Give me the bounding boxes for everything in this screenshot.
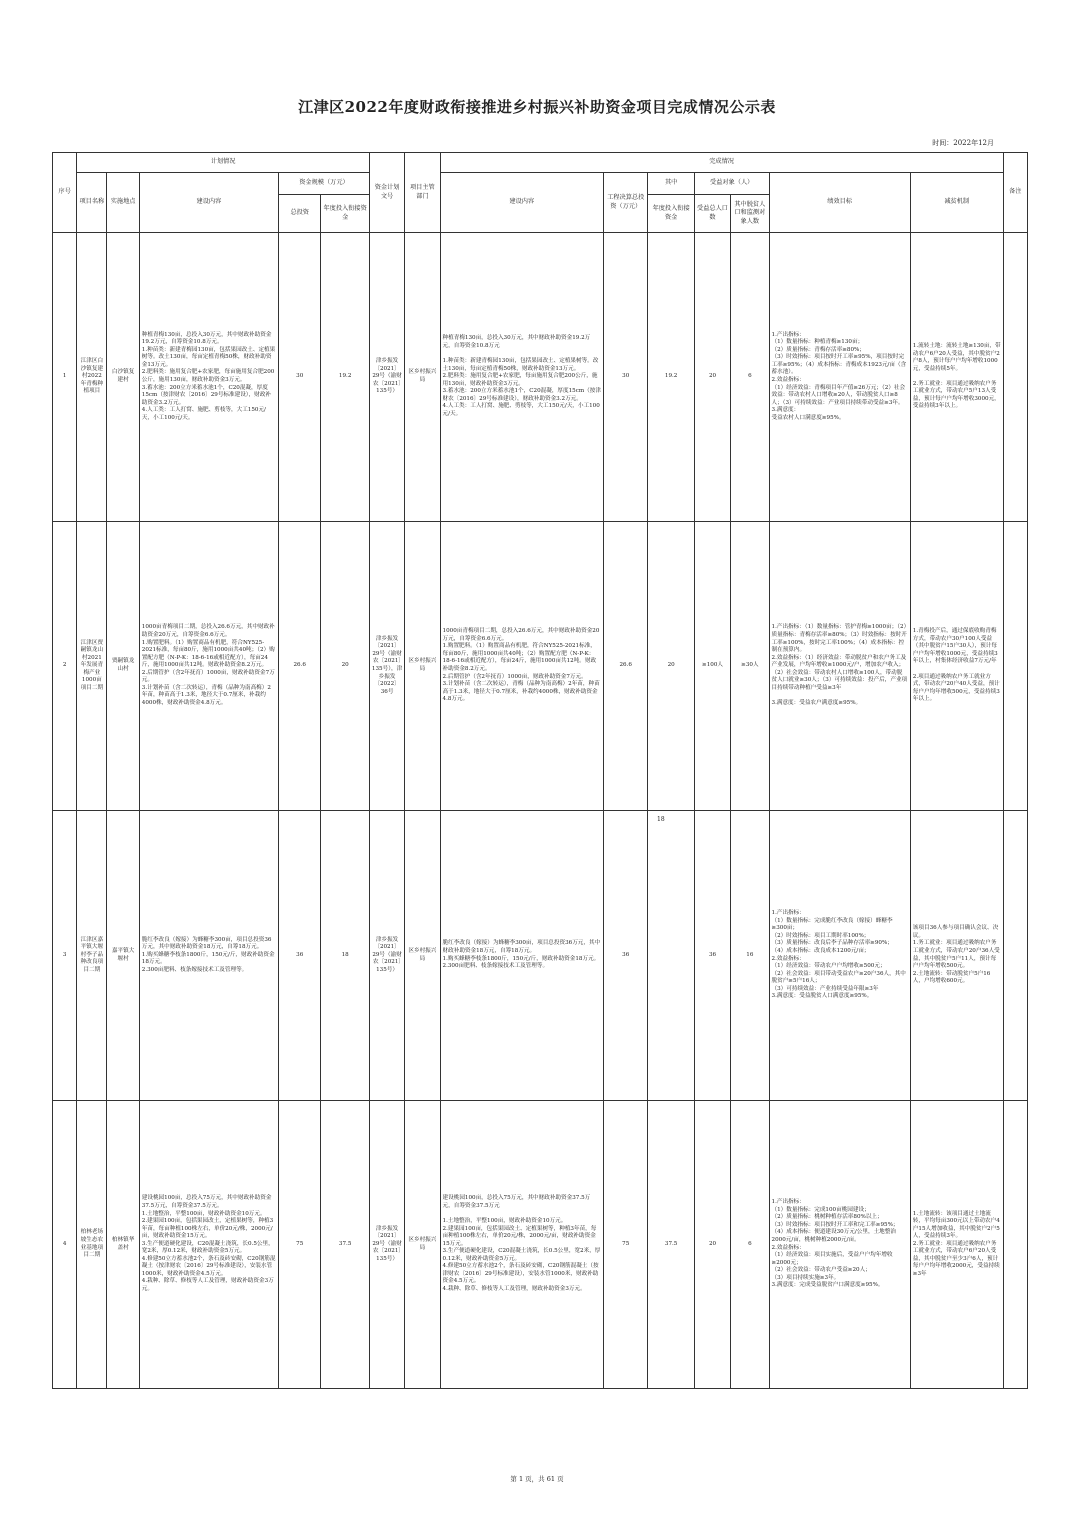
cell-doc: 津乡振发〔2021〕29号（渝财农〔2021〕135号），津乡振发〔2022〕36号 — [369, 522, 404, 811]
cell-mech: 1.青梅投产后，通过保底收购青梅方式，带动农户30户100人受益（其中脱贫户15户30人），预计每户户均年增收1000元，受益持续3年以上，村集体经济收益7万元/年 2.项目通过吸纳农户务工就业方式，带动农户20户40人受益，预计每户户均年增收500元，受益持续3年以上。 — [910, 522, 1003, 811]
col-content: 建设内容 — [139, 173, 278, 233]
cell-mech: 1.土地流转：该项目通过土地流转，平均每亩300元以上带动农户4户15人增加收益，其中脱贫户2户5人，受益持续3年。 2.务工就业：项目通过吸纳农户务工就业方式，带动农户6户20人受益，其中脱贫户至少3户6人，预计每户户均年增收2000元，受益持续≥3年 — [910, 1101, 1003, 1389]
cell-mech: 该项目36人参与项目确认会议、决议。 1.务工就业：项目通过吸纳农户务工就业方式，带动农户20户36人受益，其中脱贫户5户11人，预计每户户均年增收500元。 2.土地流转：带动脱贫户5户16人，户均增收600元。 — [910, 811, 1003, 1101]
table-row — [53, 1101, 1028, 1389]
cell-note — [1003, 811, 1027, 1101]
cell-total: 30 — [279, 233, 321, 522]
cell-perf: 1.产出指标：（1）数量指标：管护青梅≥1000亩；（2）质量指标：青梅存活率≥80%；（3）时效指标：按时开工率≥100%，按时完工率100%；（4）成本指标：控制在预算内。 2.效益指标：（1）经济效益：带动脱贫户和农户务工及产业发展，户均年增收≥1000元/户，增加农户收入；（2）社会效益：带动农村人口增收≥100人，带动脱贫人口就业≥30人；（3）可持续效益：投产后，产业项目持续带动种植户受益≥3年 3.满意度：受益农户满意度≥95%。 — [769, 522, 910, 811]
cell-name: 柏林老场坡生态农业基地项目二期 — [77, 1101, 107, 1389]
cell-benef-total: 20 — [694, 233, 730, 522]
cell-perf: 1.产出指标： （1）数量指标：完成100亩桃园建设； （2）质量指标：桃树种植存活率80%以上； （3）时效指标：项目按时开工率和完工率≥95%； （4）成本指标：便道建设30万元/公里，土地整治2000元/亩，桃树种植2000元/亩。 2.效益指标： （1）经济效益：项目实施后，受益户户均年增收≥2000元； （2）社会效益：带动农户受益≥20人； （3）项目持续实施≥3年。 3.满意度：完成受益脱贫户口满意度≥95%。 — [769, 1101, 910, 1389]
cell-seq: 2 — [53, 522, 77, 811]
col-among: 其中 — [648, 173, 694, 195]
stray-number: 18 — [657, 816, 665, 823]
cell-annual: 37.5 — [321, 1101, 370, 1389]
cell-note — [1003, 1101, 1027, 1389]
cell-done-content: 1000亩青梅项目二期，总投入26.6万元，其中财政补助资金20万元，自筹资金6.6万元。 1.购置肥料。（1）购置商品有机肥，符合NY525-2021标准，每亩80斤，施用1000亩共40吨；（2）购置配方肥（N-P-K：18-6-16或相近配方），每亩24斤，施用1000亩共12吨。财政补助资金8.2万元。 2.后期管护（含2年抚育）1000亩，财政补助资金7万元。 3.计划补苗（含二次转运），青梅（品种为南高梅）2年苗，种苗高于1.3米，地径大于0.7厘米，补栽约4000株，财政补助资金4.8万元。 — [440, 522, 603, 811]
cell-name: 江津区贾嗣镇龙山村2021年发展青梅产业1000亩项目二期 — [77, 522, 107, 811]
cell-place: 柏林镇华盖村 — [107, 1101, 139, 1389]
cell-perf: 1.产出指标： （1）数量指标：完成脆红李改良（嫁接）蜂糖李≥300亩； （2）时效指标：项目工期时率100%； （3）质量指标：改良后李子品种存活率≥90%； （4）成本指标：改良成本1200元/亩； 2.效益指标： （1）经济效益：带动农户户均增收≥500元； （2）社会效益：项目带动受益农户≥20户36人，其中脱贫户≥5户16人； （3）可持续效益：产业持续受益年限≥3年 3.满意度：受益脱贫人口满意度≥95%。 — [769, 811, 910, 1101]
col-scale: 资金规模（万元） — [279, 173, 370, 195]
col-annual2: 年度投入衔接资金 — [648, 195, 694, 233]
cell-annual: 19.2 — [321, 233, 370, 522]
page-title: 江津区2022年度财政衔接推进乡村振兴补助资金项目完成情况公示表 — [298, 98, 776, 116]
col-benef: 受益对象（人） — [694, 173, 769, 195]
cell-benef-total: 20 — [694, 1101, 730, 1389]
col-note: 备注 — [1003, 153, 1027, 233]
cell-annual2 — [648, 811, 694, 1101]
cell-seq: 1 — [53, 233, 77, 522]
col-benef-total: 受益总人口数 — [694, 195, 730, 233]
cell-dept: 区乡村振兴局 — [405, 522, 440, 811]
col-seq: 序号 — [53, 153, 77, 233]
cell-benef-poor: 6 — [731, 233, 769, 522]
cell-done-content: 建设桃园100亩，总投入75万元，其中财政补助资金37.5万元，自筹资金37.5万元 1.土地整治，平整100亩，财政补助资金10万元。 2.建果园100亩，包括果园改土、定植果树等，种植3年苗，每亩种植100株左右，单价20元/株，2000元/亩，财政补助资金15万元。 3.生产便道硬化建设，C20混凝土浇筑，长0.5公里，宽2米，厚0.12米，财政补助资金5万元。 4.修建50立方蓄水池2个，条石及砖安砌，C20钢筋混凝土（按津财农〔2016〕29号标准建设），安装水管1000米，财政补助资金4.5万元。 4.栽种、除草、修枝等人工及管理，财政补助资金3万元。 — [440, 1101, 603, 1389]
cell-place: 贾嗣镇龙山村 — [107, 522, 139, 811]
col-place: 实施地点 — [107, 173, 139, 233]
table-row — [53, 811, 1028, 1101]
report-time: 时间：2022年12月 — [932, 139, 994, 147]
cell-benef-poor: ≥30人 — [731, 522, 769, 811]
col-settle: 工程决算总投资（万元） — [604, 173, 648, 233]
col-done-content: 建设内容 — [440, 173, 603, 233]
cell-plan-content: 种植青梅130亩，总投入30万元，其中财政补助资金19.2万元，自筹资金10.8万元。 1.种苗类：新建青梅园130亩，包括果园改土、定植果树等。改土130亩，每亩定植青梅50株，财政补助资金13万元。 2.肥料类：施用复合肥+农家肥，每亩施用复合肥200公斤，施用130亩，财政补助资金3万元。 3.蓄水池：200立方米蓄水池1个，C20混凝，厚度15cm（按津财农〔2016〕29号标准建设），财政补助资金3.2万元。 4.人工类：工人打窝、施肥、剪枝等，大工150元/天，小工100元/天。 — [139, 233, 278, 522]
cell-plan-content: 1000亩青梅项目二期，总投入26.6万元，其中财政补助资金20万元，自筹资金6.6万元。 1.购置肥料。（1）购置商品有机肥，符合NY525-2021标准，每亩80斤，施用1000亩共40吨；（2）购置配方肥（N-P-K：18-6-16或相近配方），每亩24斤，施用1000亩共12吨。财政补助资金8.2万元。 2.后期管护（含2年抚育）1000亩，财政补助资金7万元。 3.计划补苗（含二次转运），青梅（品种为南高梅）2年苗，种苗高于1.3米，地径大于0.7厘米，补栽约4000株，财政补助资金4.8万元。 — [139, 522, 278, 811]
page-footer: 第 1 页，共 61 页 — [510, 1475, 564, 1483]
cell-seq: 4 — [53, 1101, 77, 1389]
cell-dept: 区乡村振兴局 — [405, 1101, 440, 1389]
cell-done-content: 脆红李改良（嫁接）为蜂糖李300亩，项目总投资36万元，其中财政补助资金18万元，自筹18万元。 1.购买蜂糖李枝条1800斤，150元/斤，财政补助资金18万元。 2.300亩肥料、枝条嫁接技术工及管理等。 — [440, 811, 603, 1101]
col-doc: 资金计划文号 — [369, 153, 404, 233]
cell-name: 江津区嘉平镇大堰村李子品种改良项目二期 — [77, 811, 107, 1101]
cell-doc: 津乡振发〔2021〕29号（渝财农〔2021〕135号） — [369, 233, 404, 522]
cell-dept: 区乡村振兴局 — [405, 233, 440, 522]
cell-seq: 3 — [53, 811, 77, 1101]
cell-benef-poor: 16 — [731, 811, 769, 1101]
cell-annual2: 19.2 — [648, 233, 694, 522]
cell-annual: 18 — [321, 811, 370, 1101]
done-header: 完成情况 — [440, 153, 1003, 173]
col-mech: 减贫机制 — [910, 173, 1003, 233]
cell-done-content: 种植青梅130亩，总投入30万元，其中财政补助资金19.2万元，自筹资金10.8万元 1.种苗类：新建青梅园130亩，包括果园改土、定植果树等。改土130亩，每亩定植青梅50株，财政补助资金13万元。 2.肥料类：施用复合肥+农家肥，每亩施用复合肥200公斤，施用130亩，财政补助资金3万元。 3.蓄水池：200立方米蓄水池1个，C20混凝，厚度15cm（按津财农〔2016〕29号标准建设），财政补助资金3.2万元。 4.人工类：工人打窝、施肥、剪枝等，大工150元/天，小工100元/天。 — [440, 233, 603, 522]
cell-benef-poor: 6 — [731, 1101, 769, 1389]
cell-settle: 26.6 — [604, 522, 648, 811]
cell-benef-total: ≥100人 — [694, 522, 730, 811]
cell-doc: 津乡振发〔2021〕29号（渝财农〔2021〕135号） — [369, 811, 404, 1101]
cell-doc: 津乡振发〔2021〕29号（渝财农〔2021〕135号） — [369, 1101, 404, 1389]
cell-total: 26.6 — [279, 522, 321, 811]
cell-benef-total: 36 — [694, 811, 730, 1101]
cell-annual2: 37.5 — [648, 1101, 694, 1389]
col-dept: 项目主管部门 — [405, 153, 440, 233]
col-total: 总投资 — [279, 195, 321, 233]
cell-settle: 75 — [604, 1101, 648, 1389]
cell-mech: 1.流转土地：流转土地≥130亩，带动农户6户20人受益，其中脱贫户2户8人，预计每户户均年增收1000元，受益持续5年。 2.务工就业：项目通过吸纳农户务工就业方式，带动农户5户13人受益，预计每户户均年增收3000元，受益持续3年以上。 — [910, 233, 1003, 522]
cell-total: 75 — [279, 1101, 321, 1389]
cell-annual: 20 — [321, 522, 370, 811]
col-perf: 绩效目标 — [769, 173, 910, 233]
project-table — [52, 152, 1028, 1389]
cell-note — [1003, 233, 1027, 522]
cell-name: 江津区白沙镇复建村2022年青梅种植项目 — [77, 233, 107, 522]
cell-settle: 30 — [604, 233, 648, 522]
cell-settle: 36 — [604, 811, 648, 1101]
plan-header: 计划情况 — [77, 153, 370, 173]
cell-place: 白沙镇复建村 — [107, 233, 139, 522]
cell-place: 嘉平镇大堰村 — [107, 811, 139, 1101]
cell-note — [1003, 522, 1027, 811]
cell-plan-content: 建设桃园100亩，总投入75万元，其中财政补助资金37.5万元，自筹资金37.5万元。 1.土地整治，平整100亩，财政补助资金10万元。 2.建果园100亩，包括果园改土，定植果树等，种植3年苗，每亩种植100株左右，单价20元/株，2000元/亩，财政补助资金15万元。 3.生产便道硬化建设，C20混凝土浇筑，长0.5公里，宽2米，厚0.12米，财政补助资金5万元。 4.修建50立方蓄水池2个，条石及砖安砌，C20钢筋混凝土（按津财农〔2016〕29号标准建设），安装水管1000米，财政补助资金4.5万元。 4.栽种、除草、修枝等人工及管理，财政补助资金3万元。 — [139, 1101, 278, 1389]
cell-dept: 区乡村振兴局 — [405, 811, 440, 1101]
col-benef-poor: 其中脱贫人口和监测对象人数 — [731, 195, 769, 233]
table-row — [53, 233, 1028, 522]
col-name: 项目名称 — [77, 173, 107, 233]
cell-annual2: 20 — [648, 522, 694, 811]
cell-plan-content: 脆红李改良（嫁接）为蜂糖李300亩，项目总投资36万元，其中财政补助资金18万元，自筹18万元。 1.购买蜂糖李枝条1800斤，150元/斤，财政补助资金18万元。 2.300亩肥料、枝条嫁接技术工及管理等。 — [139, 811, 278, 1101]
cell-perf: 1.产出指标： （1）数量指标：种植青梅≥130亩； （2）质量指标：青梅存活率≥80%； （3）时效指标：项目按时开工率≥95%，项目按时完工率≥95%；（4）成本指标：青梅成本1923元/亩（含蓄水池）。 2.效益指标： （1）经济效益：青梅项目年产值≥26万元；（2）社会效益：带动农村人口增收≥20人，带动脱贫人口≥8人；（3）可持续效益：产业项目持续带动受益≥3年。 3.满意度： 受益农村人口满意度≥95%。 — [769, 233, 910, 522]
col-annual: 年度投入衔接资金 — [321, 195, 370, 233]
cell-total: 36 — [279, 811, 321, 1101]
table-row — [53, 522, 1028, 811]
